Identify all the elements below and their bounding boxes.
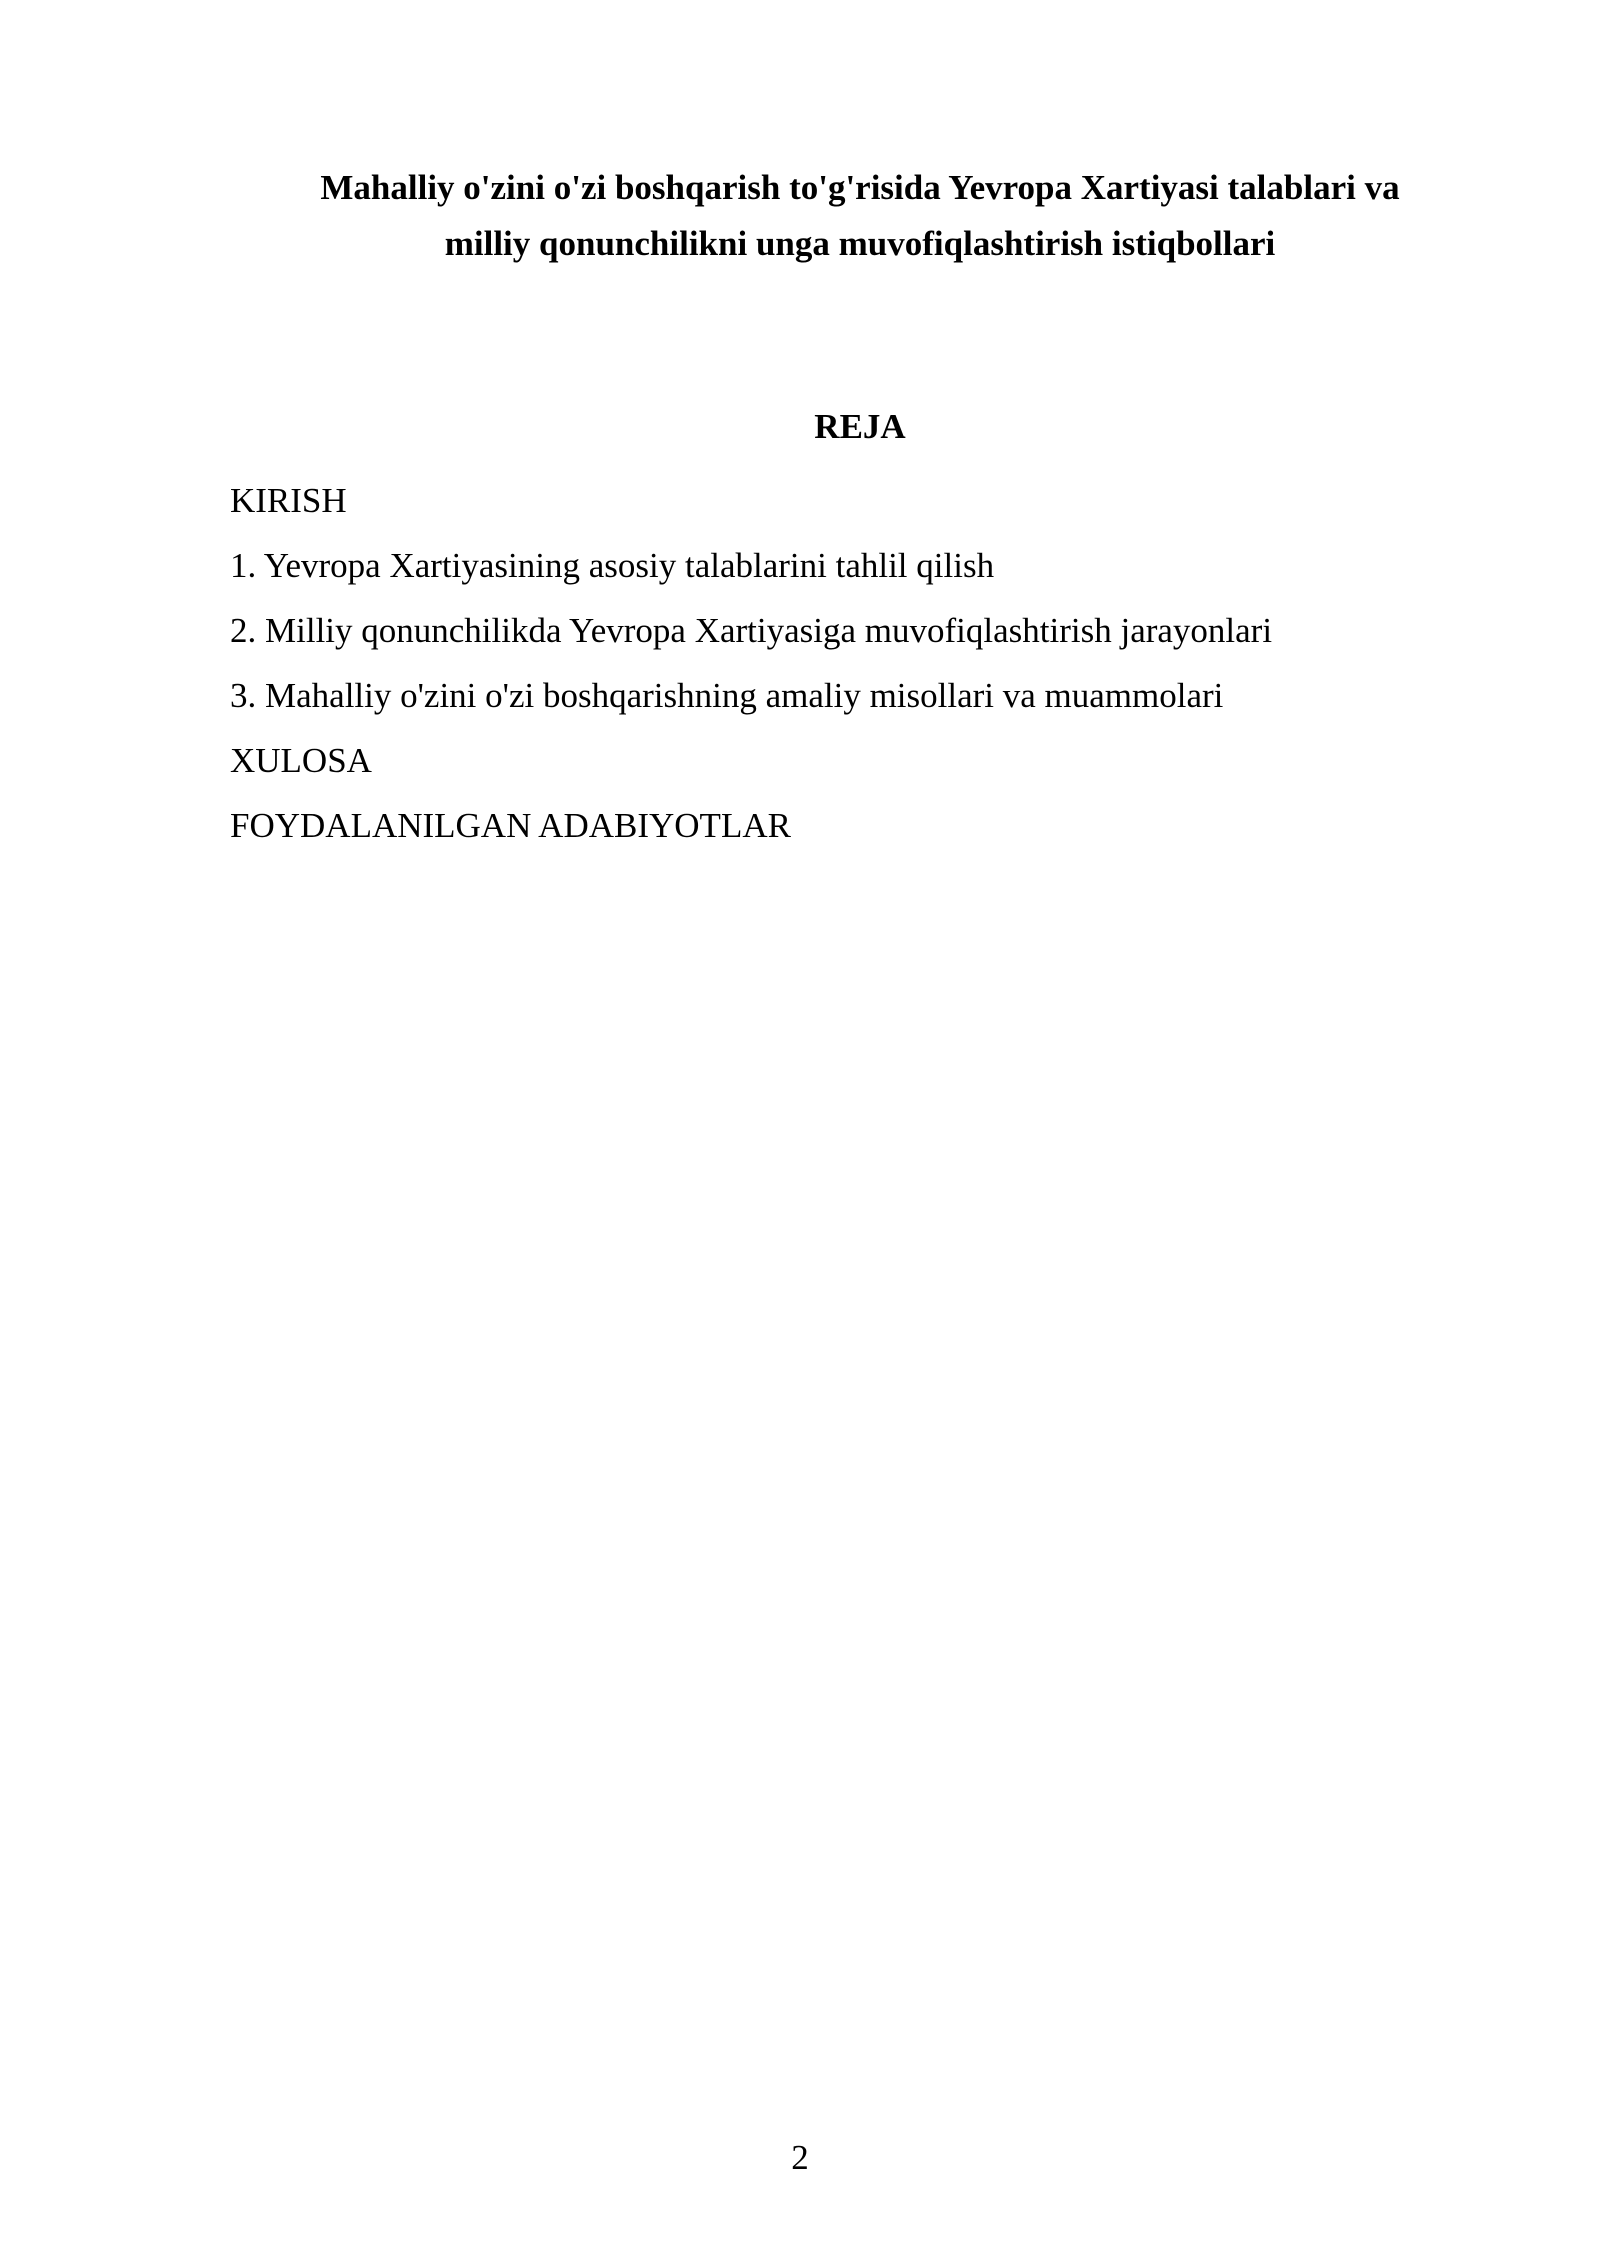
plan-list bbox=[230, 479, 1272, 869]
page-number: 2 bbox=[791, 2138, 809, 2177]
plan-item-references: FOYDALANILGAN ADABIYOTLAR bbox=[230, 806, 791, 845]
plan-heading: REJA bbox=[814, 407, 906, 446]
document-title-line-1: Mahalliy o'zini o'zi boshqarish to'g'risida Yevropa Xartiyasi talablari va bbox=[320, 168, 1400, 207]
plan-item-2: 2. Milliy qonunchilikda Yevropa Xartiyasiga muvofiqlashtirish jarayonlari bbox=[230, 611, 1273, 650]
document-title bbox=[230, 160, 1490, 272]
document-title-line-2: milliy qonunchilikni unga muvofiqlashtirish istiqbollari bbox=[444, 224, 1276, 263]
plan-item-introduction: KIRISH bbox=[230, 481, 347, 520]
plan-item-conclusion: XULOSA bbox=[230, 741, 372, 780]
plan-item-1: 1. Yevropa Xartiyasining asosiy talablarini tahlil qilish bbox=[230, 546, 995, 585]
plan-item-3: 3. Mahalliy o'zini o'zi boshqarishning amaliy misollari va muammolari bbox=[230, 676, 1224, 715]
